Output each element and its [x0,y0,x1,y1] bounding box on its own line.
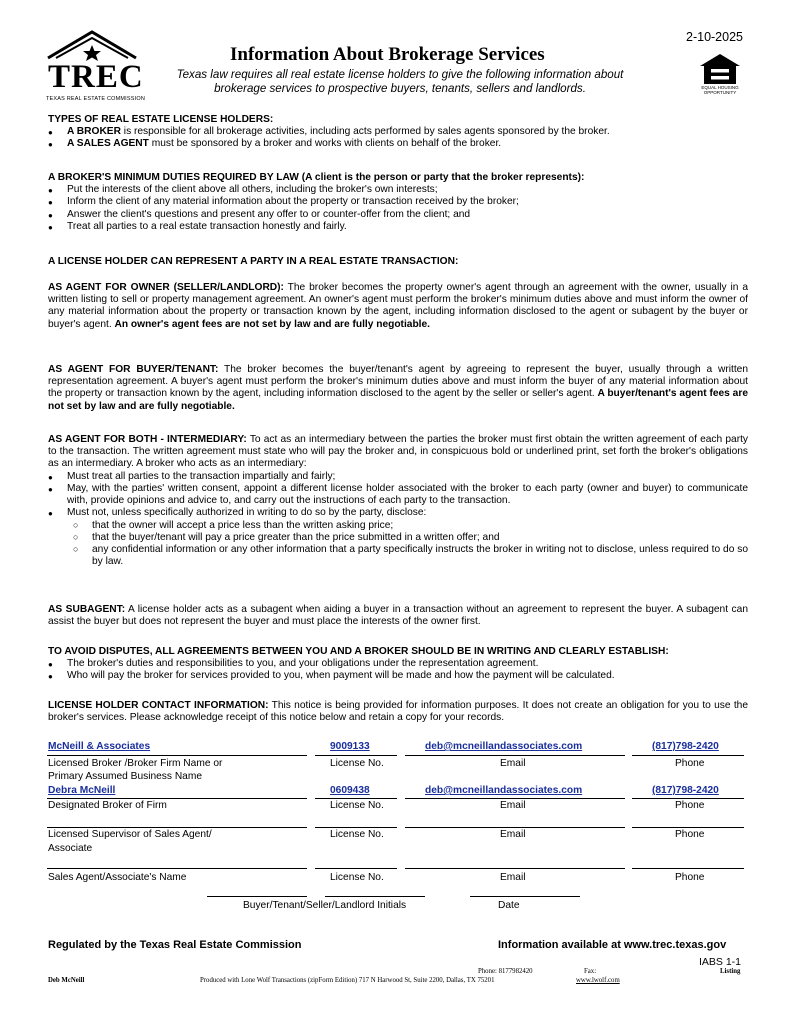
equal-housing-text: EQUAL HOUSING OPPORTUNITY [701,85,739,95]
regulated-text: Regulated by the Texas Real Estate Commission [48,939,302,951]
designated-broker-license-field[interactable]: 0609438 [330,785,370,796]
list-item: ● Answer the client's questions and present any offer to or counter-offer from the client; and [48,209,748,221]
broker-phone-field[interactable]: (817)798-2420 [652,741,719,752]
license-label: License No. [330,829,384,840]
broker-text: is responsible for all brokerage activities, including acts performed by sales agents sponsored by the broker. [120,126,610,138]
divider [405,827,625,828]
intermediary-text: To act as an intermediary between the parties the broker must first obtain the written agreement of each party to the transaction. The written agreement must state who will pay the broker and, in conspicuous bold or underlined print, set forth the broker's obligations as an intermediary. A broker who acts as an intermediary: [48,434,749,470]
list-item: ○ that the buyer/tenant will pay a price greater than the price submitted in a written offer; and [73,532,748,544]
list-item: ● Who will pay the broker for services provided to you, when payment will be made and how the payment will be calculated. [48,670,748,682]
sales-agent-label: Sales Agent/Associate's Name [48,872,187,883]
designated-broker-label: Designated Broker of Firm [48,800,167,811]
sales-agent-term: A SALES AGENT [67,138,149,150]
logo-text: TREC [48,59,144,95]
email-label: Email [500,800,526,811]
buyer-section [48,364,748,413]
contact-text: This notice is being provided for information purposes. It does not create an obligation for you to use the broker's services. Please acknowledge receipt of this notice below and retain a copy for your records. [48,700,748,724]
divider [405,868,625,869]
email-label: Email [500,872,526,883]
represent-heading: A LICENSE HOLDER CAN REPRESENT A PARTY IN A REAL ESTATE TRANSACTION: [48,256,459,267]
email-label: Email [500,758,526,769]
phone-label: Phone [675,872,705,883]
divider [47,755,307,756]
disputes-heading: TO AVOID DISPUTES, ALL AGREEMENTS BETWEEN YOU AND A BROKER SHOULD BE IN WRITING AND CLEARLY ESTABLISH: [48,646,669,657]
buyer-tail: A buyer/tenant's agent fees are not set by law and are fully negotiable. [48,388,748,412]
list-item: ○ that the owner will accept a price less than the written asking price; [73,520,748,532]
subagent-text: A license holder acts as a subagent when aiding a buyer in a transaction without an agreement to represent the buyer. A subagent can assist the buyer but does not represent the buyer and must place the interests of the owner first. [48,604,748,628]
broker-license-field[interactable]: 9009133 [330,741,370,752]
list-item: ● Must not, unless specifically authorized in writing to do so by the party, disclose: [48,507,748,519]
duties-section [48,172,748,233]
divider [632,755,744,756]
divider [47,798,307,799]
divider [405,798,625,799]
subagent-section [48,604,748,628]
sales-agent-text: must be sponsored by a broker and works with clients on behalf of the broker. [148,138,502,150]
phone-label: Phone [675,800,705,811]
list-item: ● Inform the client of any material information about the property or transaction received by the broker; [48,196,748,208]
list-item: ● The broker's duties and responsibilities to you, and your obligations under the representation agreement. [48,658,748,670]
contact-info-section [48,700,748,724]
duties-list [48,184,748,233]
divider [632,868,744,869]
footer-listing: Listing [720,968,741,975]
intermediary-lead: AS AGENT FOR BOTH - INTERMEDIARY: [48,434,247,445]
owner-text: The broker becomes the property owner's agent through an agreement with the owner, usually in a written listing to sell or property management agreement. An owner's agent must perform the broker's minimum duties above and must inform the owner of any material information about the property or transaction known by the agent, including information disclosed to the agent or subagent by the buyer or buyer's agent. [48,282,748,330]
divider [315,868,397,869]
contact-lead: LICENSE HOLDER CONTACT INFORMATION: [48,700,269,711]
types-section [48,114,748,151]
list-item: ● Must treat all parties to the transaction impartially and fairly; [48,471,748,483]
equal-housing-icon [694,52,746,86]
broker-term: A BROKER [67,126,121,138]
footer-produced: Produced with Lone Wolf Transactions (zipForm Edition) 717 N Harwood St, Suite 2200, Dallas, TX 75201 [200,977,495,984]
buyer-lead: AS AGENT FOR BUYER/TENANT: [48,364,219,375]
divider [632,798,744,799]
buyer-text: The broker becomes the buyer/tenant's agent by agreeing to represent the buyer, usually through a written representation agreement. A buyer's agent must perform the broker's minimum duties above and must inform the buyer of any material information about the property or transaction known by the agent, including information disclosed to the agent by the seller or seller's agent. [48,364,748,400]
form-date: 2-10-2025 [686,30,743,44]
owner-lead: AS AGENT FOR OWNER (SELLER/LANDLORD): [48,282,284,293]
form-id: IABS 1-1 [699,956,742,968]
broker-firm-name-field[interactable]: McNeill & Associates [48,741,151,752]
broker-email-field[interactable]: deb@mcneillandassociates.com [425,741,583,752]
subagent-lead: AS SUBAGENT: [48,604,126,615]
list-item: ○ any confidential information or any other information that a party specifically instructs the broker in writing not to disclose, unless required to do so by law. [73,544,748,568]
supervisor-label: Licensed Supervisor of Sales Agent/ [48,829,212,840]
logo-subtext: TEXAS REAL ESTATE COMMISSION [46,96,146,102]
owner-section [48,282,748,331]
disputes-section [48,646,748,683]
broker-name-label-2: Primary Assumed Business Name [48,771,202,782]
license-label: License No. [330,872,384,883]
footer-fax: Fax: [584,968,597,975]
intermediary-list [48,471,748,520]
intermediary-section [48,434,748,569]
duties-heading: A BROKER'S MINIMUM DUTIES REQUIRED BY LAW (A client is the person or party that the broker represents): [48,172,585,183]
list-item: ● Put the interests of the client above all others, including the broker's own interests; [48,184,748,196]
divider [47,827,307,828]
list-item [48,126,748,138]
email-label: Email [500,829,526,840]
divider [315,755,397,756]
divider [405,755,625,756]
footer-user: Deb McNeill [48,977,85,984]
supervisor-label-2: Associate [48,843,93,854]
divider [47,868,307,869]
footer-phone: Phone: 8177982420 [478,968,533,975]
owner-tail: An owner's agent fees are not set by law and are fully negotiable. [114,318,430,330]
equal-housing-logo [694,52,746,98]
phone-label: Phone [675,758,705,769]
page-subtitle: Texas law requires all real estate license holders to give the following information about brokerage services to prospective buyers, tenants, sellers and landlords. [176,68,624,96]
types-heading: TYPES OF REAL ESTATE LICENSE HOLDERS: [48,114,274,125]
footer-site-link[interactable]: www.lwolf.com [576,977,620,984]
list-item: ● Treat all parties to a real estate transaction honestly and fairly. [48,221,748,233]
date-label: Date [498,900,520,911]
designated-broker-phone-field[interactable]: (817)798-2420 [652,785,719,796]
license-label: License No. [330,758,384,769]
list-item [48,138,748,150]
page-title: Information About Brokerage Services [230,44,545,65]
intermediary-sublist [48,520,748,569]
divider [315,798,397,799]
info-text: Information available at www.trec.texas.gov [498,939,727,951]
date-line[interactable] [470,896,580,897]
divider [632,827,744,828]
designated-broker-email-field[interactable]: deb@mcneillandassociates.com [425,785,583,796]
list-item: ● May, with the parties' written consent, appoint a different license holder associated with the broker to each party (owner and buyer) to communicate with, provide opinions and advice to, and carry out the instructions of each party to the transaction. [48,483,748,507]
disputes-list [48,658,748,682]
phone-label: Phone [675,829,705,840]
initials-label: Buyer/Tenant/Seller/Landlord Initials [243,900,407,911]
initials-line-1[interactable] [207,896,307,897]
designated-broker-name-field[interactable]: Debra McNeill [48,785,116,796]
broker-name-label: Licensed Broker /Broker Firm Name or [48,758,223,769]
divider [315,827,397,828]
types-list [48,126,748,150]
initials-line-2[interactable] [325,896,425,897]
license-label: License No. [330,800,384,811]
trec-logo [44,28,146,104]
